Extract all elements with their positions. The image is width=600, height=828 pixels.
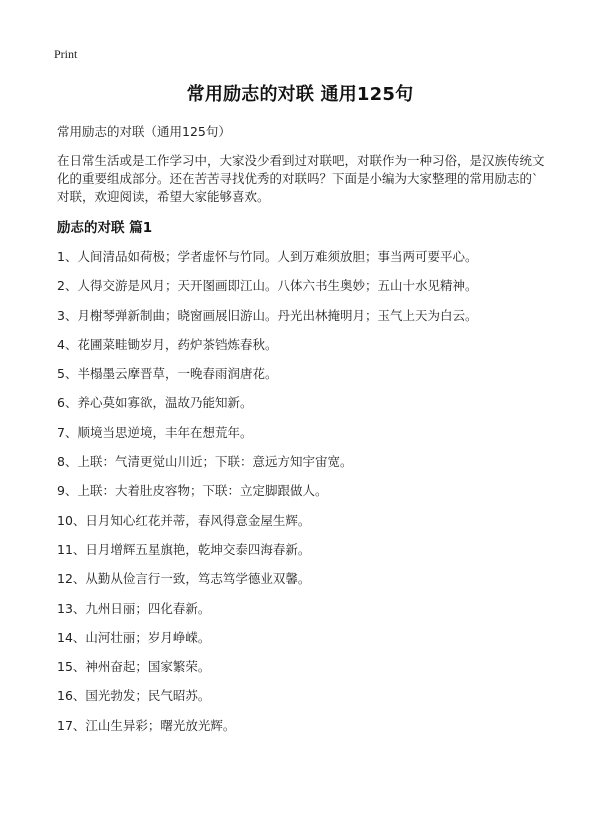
- list-item: 7、顺境当思逆境，丰年在想荒年。: [57, 424, 253, 440]
- list-item: 5、半榻墨云摩晋草，一晚春雨润唐花。: [57, 366, 278, 382]
- list-item: 3、月榭琴弹新制曲；晓窗画展旧游山。丹光出林掩明月；玉气上天为白云。: [57, 307, 478, 323]
- subtitle: 常用励志的对联（通用125句）: [57, 124, 231, 139]
- list-item: 8、上联：气清更觉山川近；下联：意远方知宇宙宽。: [57, 454, 353, 470]
- list-item: 17、江山生异彩；曙光放光辉。: [57, 717, 236, 733]
- couplet-list: [57, 248, 477, 746]
- list-item: 10、日月知心红花并蒂，春风得意金屋生辉。: [57, 512, 311, 528]
- section-heading: 励志的对联 篇1: [57, 220, 153, 236]
- list-item: 1、人间清品如荷极；学者虚怀与竹同。人到万难须放胆；事当两可要平心。: [57, 249, 478, 264]
- list-item: 13、九州日丽；四化春新。: [57, 600, 211, 616]
- list-item: 4、花圃菜畦锄岁月，药炉茶铛炼春秋。: [57, 336, 278, 352]
- list-item: 2、人得交游是风月；天开图画即江山。八体六书生奥妙；五山十水见精神。: [57, 278, 478, 294]
- list-item: 12、从勤从俭言行一致，笃志笃学德业双馨。: [57, 571, 311, 587]
- page-title: 常用励志的对联 通用125句: [186, 84, 414, 105]
- list-item: 11、日月增辉五星旗艳，乾坤交泰四海春新。: [57, 541, 311, 557]
- list-item: 6、养心莫如寡欲，温故乃能知新。: [57, 395, 253, 411]
- list-item: 14、山河壮丽；岁月峥嵘。: [57, 629, 211, 645]
- intro-paragraph: 在日常生活或是工作学习中，大家没少看到过对联吧，对联作为一种习俗，是汉族传统文化的重要组成部分。还在苦苦寻找优秀的对联吗？下面是小编为大家整理的常用励志的`对联，欢迎阅读，希望大家能够喜欢。: [57, 153, 545, 204]
- print-link[interactable]: Print: [54, 47, 78, 61]
- list-item: 16、国光勃发；民气昭苏。: [57, 688, 211, 704]
- list-item: 9、上联：大着肚皮容物；下联：立定脚跟做人。: [57, 483, 328, 499]
- list-item: 15、神州奋起；国家繁荣。: [57, 659, 211, 675]
